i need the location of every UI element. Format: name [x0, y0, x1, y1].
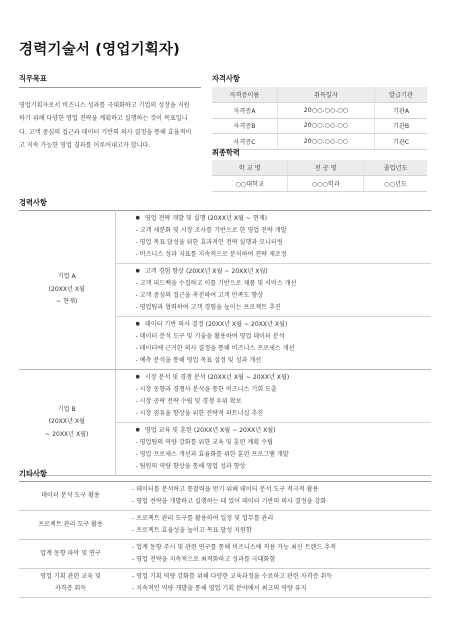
other-item: - 영업 전략을 지속적으로 최적화하고 성과를 극대화함 [132, 554, 431, 566]
other-items [122, 482, 431, 511]
education-row [212, 176, 427, 192]
certifications-cell: 20○○.○○.○○ [277, 118, 374, 134]
education-cell: ○○대학교 [212, 176, 288, 192]
company-label-line: 기업 B [57, 405, 76, 413]
certifications-row [212, 118, 427, 134]
career-entry-item: - 영업팀과 협력하여 고객 경험을 높이는 프로젝트 추진 [136, 302, 432, 314]
other-item: - 데이터를 분석하고 통찰력을 얻기 위해 데이터 분석 도구 적극적 활용 [132, 484, 431, 496]
certifications-cell: 20○○.○○.○○ [277, 103, 374, 119]
career-entry [115, 423, 431, 476]
certifications-cell: 기관C [374, 134, 427, 150]
career-entry-item: - 예측 분석을 통해 영업 목표 설정 및 성과 개선 [136, 355, 432, 367]
education-header-row [212, 160, 427, 176]
career-entry-item: - 고객 중심의 접근을 촉진하여 고객 만족도 향상 [136, 290, 432, 302]
career-entry-title: ● 영업 교육 및 훈련 (20XX년 X월 ~ 20XX년 X월) [136, 425, 432, 437]
other-item: - 영업 전략을 개발하고 실행하는 데 있어 데이터 기반의 의사 결정을 강화 [132, 496, 431, 508]
career-entry-item: - 시장 점유율 향상을 위한 전략적 파트너십 추진 [136, 408, 432, 420]
career-entry-item: - 영업 프로세스 개선과 효율화를 위한 훈련 프로그램 개발 [136, 449, 432, 461]
other-label [19, 511, 122, 540]
career-entry-row [19, 211, 431, 264]
objective-heading: 직무목표 [19, 74, 201, 88]
career-entry-item: - 데이터 분석 도구 및 기술을 활용하여 영업 데이터 분석 [136, 331, 432, 343]
other-item: - 프로젝트 관리 도구를 활용하여 일정 및 업무를 관리 [132, 513, 431, 525]
career-entry-title: ● 시장 분석 및 경쟁 분석 (20XX년 X월 ~ 20XX년 X월) [136, 372, 432, 384]
education-cell: ○○년도 [364, 176, 427, 192]
certifications-header-cell: 자격증이름 [212, 87, 277, 103]
other-items [122, 569, 431, 598]
other-label [19, 540, 122, 569]
other-row [19, 540, 431, 569]
company-label [19, 211, 115, 370]
education-header-cell: 전 공 명 [288, 160, 364, 176]
certifications-row [212, 134, 427, 150]
other-row [19, 511, 431, 540]
certifications-cell: 자격증C [212, 134, 277, 150]
other-label-line: 프로젝트 관리 도구 활용 [38, 521, 103, 528]
other-heading: 기타사항 [19, 469, 47, 478]
other-items [122, 511, 431, 540]
company-label-line: (20XX년 X월 [48, 285, 85, 293]
other-label [19, 569, 122, 598]
education-header-cell: 졸업년도 [364, 160, 427, 176]
certifications-header-row [212, 87, 427, 103]
career-entry-item: - 데이터에 근거한 의사 결정을 통해 비즈니스 프로세스 개선 [136, 343, 432, 355]
career-entry-item: - 팀원의 역량 향상을 통해 영업 성과 향상 [136, 461, 432, 473]
other-item: - 지속적인 역량 개발을 통해 영업 기획 분야에서 최고의 역량 유지 [132, 583, 431, 595]
company-label [19, 370, 115, 476]
certifications-cell: 자격증A [212, 103, 277, 119]
other-items [122, 540, 431, 569]
career-entry-title: ● 데이터 기반 의사 결정 (20XX년 X월 ~ 20XX년 X월) [136, 319, 432, 331]
career-entry-item: - 시장 공략 전략 수립 및 경쟁 우위 확보 [136, 396, 432, 408]
career-entry-item: - 고객 피드백을 수집하고 이를 기반으로 제품 및 서비스 개선 [136, 278, 432, 290]
career-entry-item: - 영업팀의 역량 강화를 위한 교육 및 훈련 계획 수립 [136, 437, 432, 449]
career-entry-item: - 시장 동향과 경쟁사 분석을 통한 비즈니스 기회 도출 [136, 384, 432, 396]
education-cell: ○○○학과 [288, 176, 364, 192]
career-entry-item: - 비즈니스 성과 지표를 지속적으로 분석하여 전략 재조정 [136, 249, 432, 261]
education-heading: 최종학력 [212, 148, 240, 157]
other-item: - 프로젝트 효율성을 높이고 목표 달성 지원함 [132, 525, 431, 537]
certifications-header-cell: 발급기관 [374, 87, 427, 103]
career-entry-title: ● 영업 전략 개발 및 실행 (20XX년 X월 ~ 현재) [136, 213, 432, 225]
other-table [19, 481, 431, 598]
company-label-line: ~ 20XX년 X월) [45, 430, 89, 438]
other-label-line: 영업 기획 관련 교육 및 [40, 573, 101, 580]
company-label-line: (20XX년 X월 [48, 418, 85, 426]
education-header-cell: 학 교 명 [212, 160, 288, 176]
career-table [19, 210, 431, 476]
other-item: - 업계 동향 주시 및 관련 연구를 통해 비즈니스에 적용 가능 최신 트렌드 추적 [132, 542, 431, 554]
career-entry [115, 317, 431, 370]
other-item: - 영업 기획 역량 강화를 위해 다양한 교육과정을 수료하고 관련 자격증 취득 [132, 571, 431, 583]
certifications-cell: 기관B [374, 118, 427, 134]
other-label-line: 자격증 취득 [54, 585, 87, 592]
certifications-cell: 자격증B [212, 118, 277, 134]
other-row [19, 569, 431, 598]
other-label-line: 업계 동향 파악 및 연구 [40, 550, 101, 557]
career-heading: 경력사항 [19, 198, 47, 207]
career-entry-item: - 고객 세분화 및 시장 조사를 기반으로 한 영업 전략 개발 [136, 225, 432, 237]
career-entry-title: ● 고객 경험 향상 (20XX년 X월 ~ 20XX년 X월) [136, 266, 432, 278]
career-entry-row [19, 370, 431, 423]
education-table [212, 160, 427, 192]
objective-text: 영업기획자로서 비즈니스 성과를 극대화하고 기업의 성장을 지원하기 위해 다양한 영업 전략을 계획하고 실행하는 것이 목표입니다. 고객 중심의 접근과 데이터 기반의 의사 결정을 통해 효율적이고 지속 가능한 영업 결과를 이루어내고자 합니다. [19, 102, 192, 149]
company-label-line: ~ 현재) [56, 298, 78, 306]
company-label-line: 기업 A [57, 273, 76, 281]
certifications-row [212, 103, 427, 119]
certifications-cell: 20○○.○○.○○ [277, 134, 374, 150]
certifications-cell: 기관A [374, 103, 427, 119]
other-label [19, 482, 122, 511]
career-entry [115, 211, 431, 264]
certifications-header-cell: 취득일자 [277, 87, 374, 103]
certifications-heading: 자격사항 [212, 74, 240, 83]
other-row [19, 482, 431, 511]
career-entry [115, 370, 431, 423]
certifications-table [212, 87, 427, 150]
career-entry-item: - 영업 목표 달성을 위한 효과적인 전략 실행과 모니터링 [136, 237, 432, 249]
other-label-line: 데이터 분석 도구 활용 [41, 492, 100, 499]
page-title: 경력기술서 (영업기획자) [19, 42, 180, 58]
career-entry [115, 264, 431, 317]
